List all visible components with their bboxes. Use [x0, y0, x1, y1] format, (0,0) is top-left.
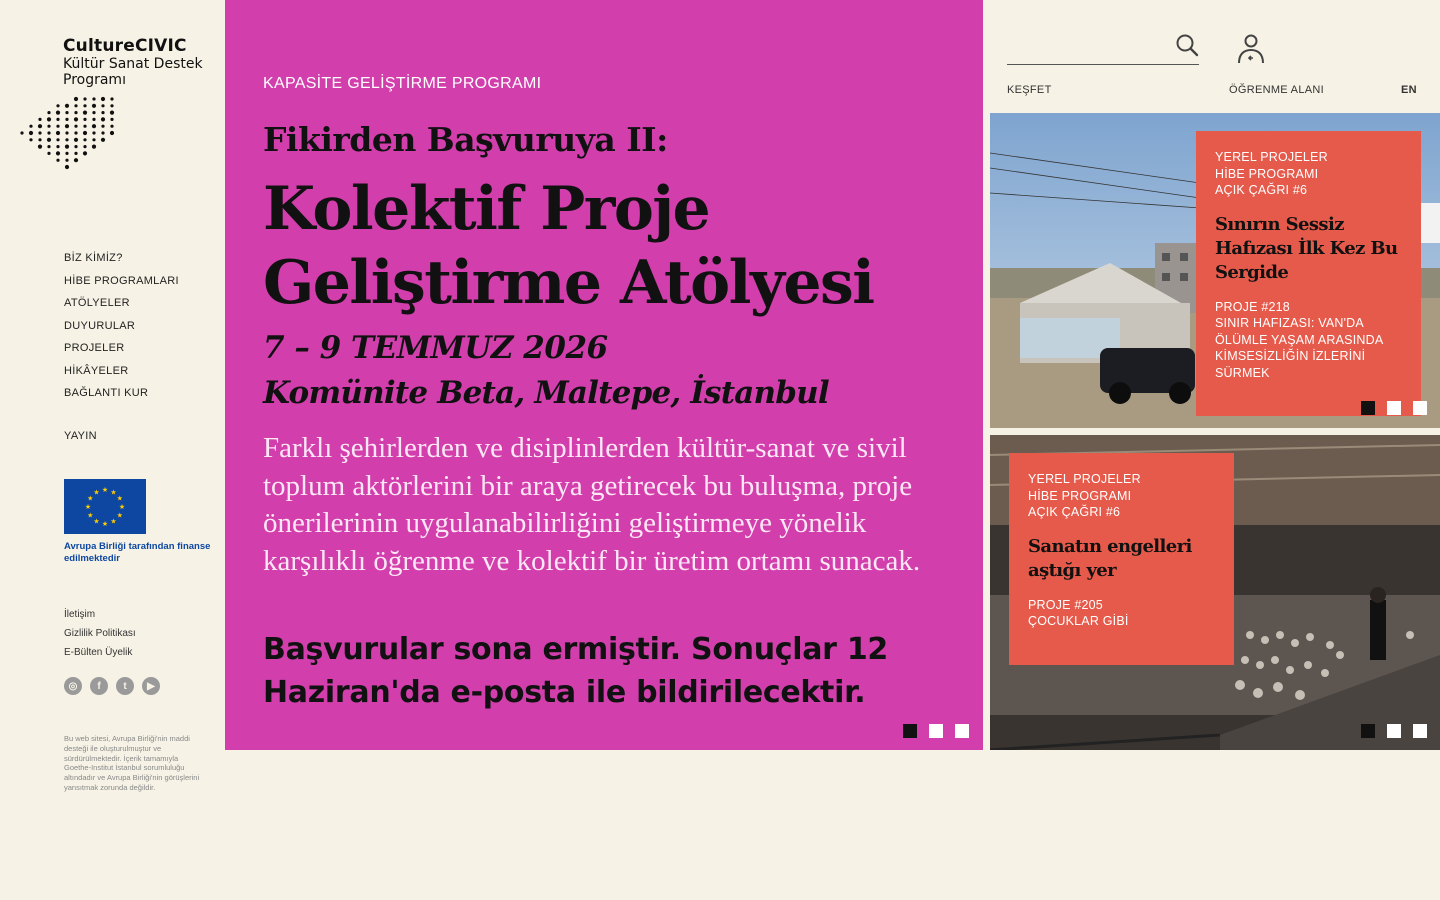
twitter-icon[interactable]: t [116, 677, 134, 695]
feature-dates: 7 – 9 TEMMUZ 2026 [263, 330, 608, 366]
facebook-icon[interactable]: f [90, 677, 108, 695]
card-project-name: ÇOCUKLAR GİBİ [1028, 614, 1129, 628]
nav-item-duyurular [64, 316, 179, 339]
card-title-2: Sanatın engelleri aştığı yer [1028, 535, 1192, 581]
logo-title: CultureCIVIC [63, 36, 187, 56]
search-bar [1007, 30, 1199, 65]
main-nav [64, 248, 179, 406]
card-kicker-line: HİBE PROGRAMI [1215, 166, 1319, 181]
site-logo[interactable] [18, 36, 218, 196]
footer-link-iletisim[interactable]: İletişim [64, 609, 96, 620]
card-kicker-line: AÇIK ÇAĞRI #6 [1028, 505, 1121, 519]
card-kicker-line: YEREL PROJELER [1215, 150, 1328, 164]
nav-item-biz-kimiz [64, 248, 179, 271]
svg-text:★: ★ [101, 486, 109, 494]
svg-text:★: ★ [116, 511, 123, 520]
card-project-number: PROJE #205 [1028, 597, 1103, 612]
project-card-2[interactable] [990, 435, 1440, 750]
slide-dot-1[interactable] [903, 724, 917, 738]
card-kicker-line: AÇIK ÇAĞRI #6 [1215, 183, 1308, 197]
svg-text:★: ★ [87, 511, 94, 520]
nav-link-biz-kimiz[interactable]: BİZ KİMİZ? [64, 252, 123, 264]
card-1-slide-dots [1361, 401, 1427, 415]
card-kicker-line: HİBE PROGRAMI [1028, 488, 1132, 503]
feature-slide-dots [903, 724, 969, 738]
card-title-1: Sınırın Sessiz Hafızası İlk Kez Bu Sergide [1215, 213, 1398, 283]
slide-dot-2[interactable] [929, 724, 943, 738]
slide-dot-2[interactable] [1387, 401, 1401, 415]
nav-item-hibe-programlari [64, 271, 179, 294]
nav-item-hikayeler [64, 361, 179, 384]
slide-dot-3[interactable] [1413, 724, 1427, 738]
card-meta-2 [1028, 597, 1215, 630]
card-project-number: PROJE #218 [1215, 299, 1290, 314]
card-kicker-1 [1215, 149, 1402, 199]
slide-dot-3[interactable] [1413, 401, 1427, 415]
card-meta-1 [1215, 299, 1402, 382]
card-kicker-line: YEREL PROJELER [1028, 472, 1141, 486]
nav-link-hikayeler[interactable]: HİKÂYELER [64, 364, 129, 377]
nav-link-hibe-programlari[interactable]: HİBE PROGRAMLARI [64, 274, 179, 287]
svg-text:★: ★ [110, 517, 117, 526]
language-switch[interactable]: EN [1401, 84, 1417, 96]
search-icon[interactable] [1174, 32, 1200, 58]
nav-link-baglanti-kur[interactable]: BAĞLANTI KUR [64, 387, 149, 399]
eu-flag-icon [64, 479, 146, 534]
youtube-icon[interactable]: ▶ [142, 677, 160, 695]
learning-area-link[interactable]: ÖĞRENME ALANI [1229, 84, 1324, 96]
svg-text:★: ★ [116, 494, 123, 503]
footer-link-gizlilik[interactable]: Gizlilik Politikası [64, 628, 136, 639]
card-kicker-2 [1028, 471, 1215, 521]
card-overlay-1 [1196, 131, 1421, 416]
nav-item-projeler [64, 338, 179, 361]
feature-notice: Başvurular sona ermiştir. Sonuçlar 12 Haziran'da e-posta ile bildirilecektir. [263, 632, 888, 710]
eu-stars-icon [64, 479, 146, 534]
slide-dot-1[interactable] [1361, 724, 1375, 738]
nav-link-atolyeler[interactable]: ATÖLYELER [64, 297, 130, 309]
footer-item-iletisim [64, 604, 136, 623]
nav-link-yayin[interactable]: YAYIN [64, 430, 97, 442]
svg-text:★: ★ [118, 503, 126, 511]
footer-item-gizlilik [64, 623, 136, 642]
feature-subtitle: Fikirden Başvuruya II: [263, 120, 668, 159]
logo-subtitle: Kültür Sanat Destek Programı [63, 56, 203, 88]
nav-item-atolyeler [64, 293, 179, 316]
footer-item-ebulten [64, 642, 136, 661]
card-2-slide-dots [1361, 724, 1427, 738]
feature-banner[interactable] [225, 0, 983, 750]
feature-title: Kolektif Proje Geliştirme Atölyesi [263, 174, 874, 318]
nav-link-projeler[interactable]: PROJELER [64, 342, 125, 354]
logo-dots-icon [18, 96, 118, 192]
card-project-name: SINIR HAFIZASI: VAN'DA ÖLÜMLE YAŞAM ARASINDA KİMSESİZLİĞİN İZLERİNİ SÜRMEK [1215, 316, 1383, 380]
svg-text:★: ★ [93, 517, 100, 526]
social-links [64, 677, 160, 695]
slide-dot-2[interactable] [1387, 724, 1401, 738]
project-card-1[interactable] [990, 113, 1440, 428]
nav-item-baglanti-kur [64, 383, 179, 406]
sidebar [0, 0, 225, 900]
svg-text:★: ★ [84, 503, 92, 511]
slide-dot-1[interactable] [1361, 401, 1375, 415]
footer-links [64, 604, 136, 661]
footer-link-ebulten[interactable]: E-Bülten Üyelik [64, 647, 133, 658]
user-learning-icon[interactable] [1234, 32, 1268, 66]
feature-venue: Komünite Beta, Maltepe, İstanbul [263, 375, 829, 411]
instagram-icon[interactable]: ◎ [64, 677, 82, 695]
nav-link-duyurular[interactable]: DUYURULAR [64, 319, 136, 332]
search-input[interactable] [1007, 34, 1167, 60]
feature-kicker: KAPASİTE GELİŞTİRME PROGRAMI [263, 75, 542, 92]
svg-text:★: ★ [110, 488, 117, 497]
eu-funding-caption: Avrupa Birliği tarafından finanse edilmektedir [64, 541, 211, 564]
eu-disclaimer: Bu web sitesi, Avrupa Birliği'nin maddi desteği ile oluşturulmuştur ve sürdürülmektedir. İçerik tamamıyla Goethe-Institut İstanbul sorumluluğu altındadır ve Avrupa Birliği'nin görüşlerini yansıtmak zorunda değildir. [64, 734, 200, 792]
card-overlay-2 [1009, 453, 1234, 665]
svg-text:★: ★ [93, 488, 100, 497]
svg-text:★: ★ [87, 494, 94, 503]
svg-text:★: ★ [101, 520, 109, 528]
slide-dot-3[interactable] [955, 724, 969, 738]
explore-link[interactable]: KEŞFET [1007, 84, 1052, 96]
feature-description: Farklı şehirlerden ve disiplinlerden kültür-sanat ve sivil toplum aktörlerini bir araya getirecek bu buluşma, proje önerilerinin uygulanabilirliğini geliştirmeye yönelik karşılıklı öğrenme ve kolektif bir üretim ortamı sunacak. [263, 432, 921, 577]
